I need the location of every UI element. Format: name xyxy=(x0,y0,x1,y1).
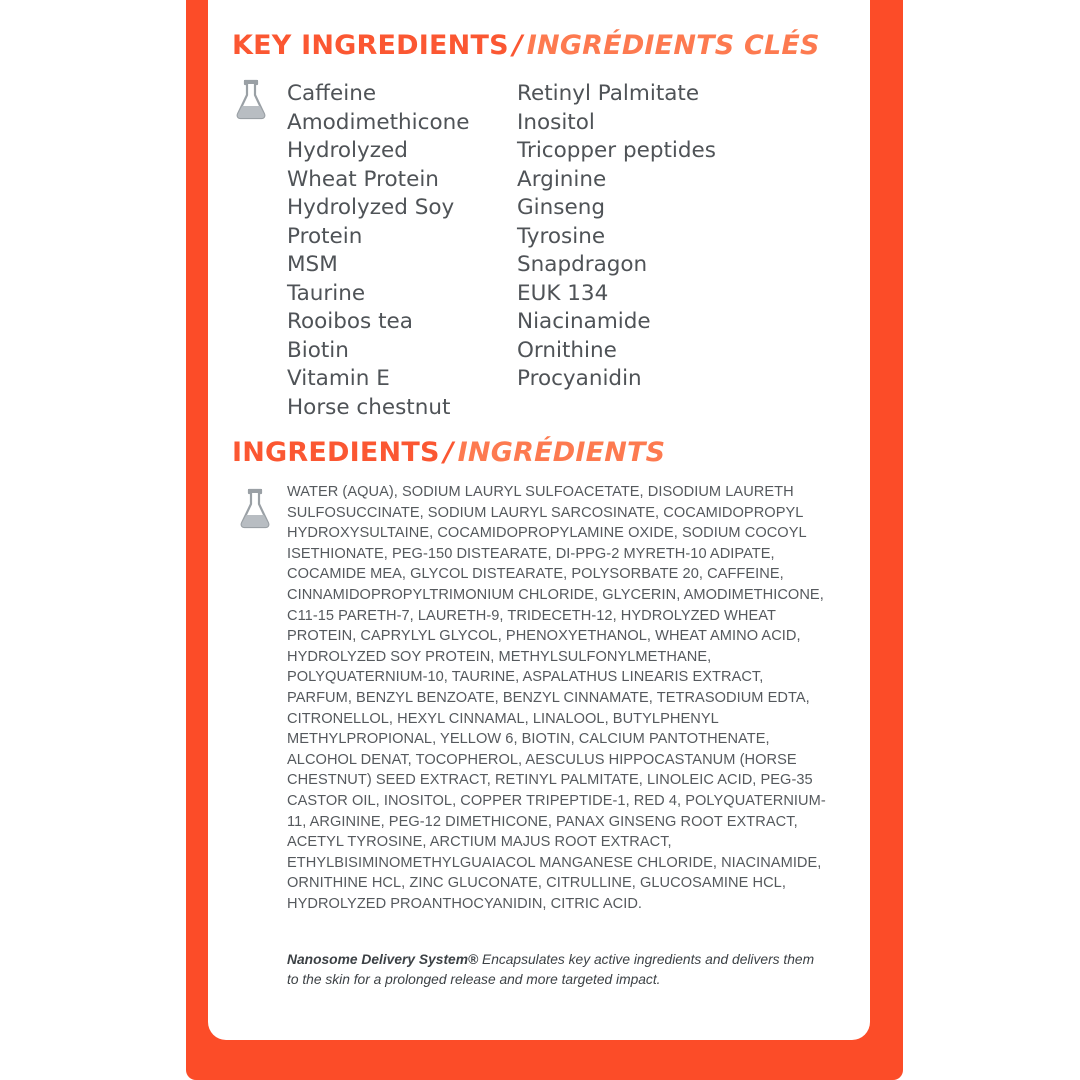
flask-icon xyxy=(234,78,268,120)
key-ingredient-item: Snapdragon xyxy=(517,252,648,277)
key-ingredient-item: Procyanidin xyxy=(517,366,642,391)
key-ingredients-heading-separator: / xyxy=(512,30,523,61)
key-ingredient-item: Inositol xyxy=(517,109,595,135)
key-ingredient-item: Amodimethicone xyxy=(287,109,470,135)
key-ingredient-item: Tricopper peptides xyxy=(517,138,716,163)
ingredients-heading-en: INGREDIENTS xyxy=(232,437,440,468)
nanosome-brand: Nanosome Delivery System® xyxy=(287,952,479,967)
key-ingredient-item: Horse chestnut xyxy=(287,394,451,420)
key-ingredient-item: Vitamin E xyxy=(287,366,390,391)
flask-icon xyxy=(238,487,272,529)
ingredients-list-text: WATER (AQUA), SODIUM LAURYL SULFOACETATE, DISODIUM LAURETH SULFOSUCCINATE, SODIUM LAURYL SARCOSINATE, COCAMIDOPROPYL HYDROXYSULTAINE, COCAMIDOPROPYLAMINE OXIDE, SODIUM COCOYL ISETHIONATE, PEG-150 DISTEARATE, DI-PPG-2 MYRETH-10 ADIPATE, COCAMIDE MEA, GLYCOL DISTEARATE, POLYSORBATE 20, CAFFEINE, CINNAMIDOPROPYLTRIMONIUM CHLORIDE, GLYCERIN, AMODIMETHICONE, C11-15 PARETH-7, LAURETH-9, TRIDECETH-12, HYDROLYZED WHEAT PROTEIN, CAPRYLYL GLYCOL, PHENOXYETHANOL, WHEAT AMINO ACID, HYDROLYZED SOY PROTEIN, METHYLSULFONYLMETHANE, POLYQUATERNIUM-10, TAURINE, ASPALATHUS LINEARIS EXTRACT, PARFUM, BENZYL BENZOATE, BENZYL CINNAMATE, TETRASODIUM EDTA, CITRONELLOL, HEXYL CINNAMAL, LINALOOL, BUTYLPHENYL METHYLPROPIONAL, YELLOW 6, BIOTIN, CALCIUM PANTOTHENATE, ALCOHOL DENAT, TOCOPHEROL, AESCULUS HIPPOCASTANUM (HORSE CHESTNUT) SEED EXTRACT, RETINYL PALMITATE, LINOLEIC ACID, PEG-35 CASTOR OIL, INOSITOL, COPPER TRIPEPTIDE-1, RED 4, POLYQUATERNIUM-11, ARGININE, PEG-12 DIMETHICONE, PANAX GINSENG ROOT EXTRACT, ACETYL TYROSINE, ARCTIUM MAJUS ROOT EXTRACT, ETHYLBISIMINOMETHYLGUAIACOL MANGANESE CHLORIDE, NIACINAMIDE, ORNITHINE HCL, ZINC GLUCONATE, CITRULLINE, GLUCOSAMINE HCL, HYDROLYZED PROANTHOCYANIDIN, CITRIC ACID. xyxy=(287,484,826,912)
key-ingredients-left-column xyxy=(287,80,517,422)
key-ingredient-item: Arginine xyxy=(517,166,607,192)
key-ingredient-item: Hydrolyzed Soy xyxy=(287,195,455,220)
key-ingredients-heading-en: KEY INGREDIENTS xyxy=(232,30,509,61)
key-ingredient-item: Wheat Protein xyxy=(287,166,439,192)
key-ingredient-item: Rooibos tea xyxy=(287,309,413,334)
ingredients-heading xyxy=(232,437,665,468)
key-ingredient-item: Ornithine xyxy=(517,337,617,363)
key-ingredient-item: Protein xyxy=(287,223,363,249)
key-ingredient-item: Biotin xyxy=(287,337,349,363)
key-ingredient-item: Ginseng xyxy=(517,195,605,220)
key-ingredient-item: Tyrosine xyxy=(517,223,606,249)
ingredients-heading-fr: INGRÉDIENTS xyxy=(457,437,666,468)
label-content xyxy=(232,0,852,1040)
key-ingredient-item: Niacinamide xyxy=(517,309,651,334)
key-ingredients-heading xyxy=(232,30,820,61)
ingredients-heading-separator: / xyxy=(443,437,454,468)
key-ingredient-item: Hydrolyzed xyxy=(287,138,408,163)
key-ingredient-item: EUK 134 xyxy=(517,280,609,306)
key-ingredient-item: Taurine xyxy=(287,280,366,306)
key-ingredients-heading-fr: INGRÉDIENTS CLÉS xyxy=(526,30,820,61)
nanosome-footnote xyxy=(287,950,827,990)
key-ingredient-item: Retinyl Palmitate xyxy=(517,81,700,106)
key-ingredient-item: Caffeine xyxy=(287,81,377,106)
key-ingredients-right-column xyxy=(517,80,807,394)
key-ingredient-item: MSM xyxy=(287,252,338,277)
nanosome-description: Encapsulates key active ingredients and delivers them to the skin for a prolonged release and more targeted impact. xyxy=(287,952,815,987)
